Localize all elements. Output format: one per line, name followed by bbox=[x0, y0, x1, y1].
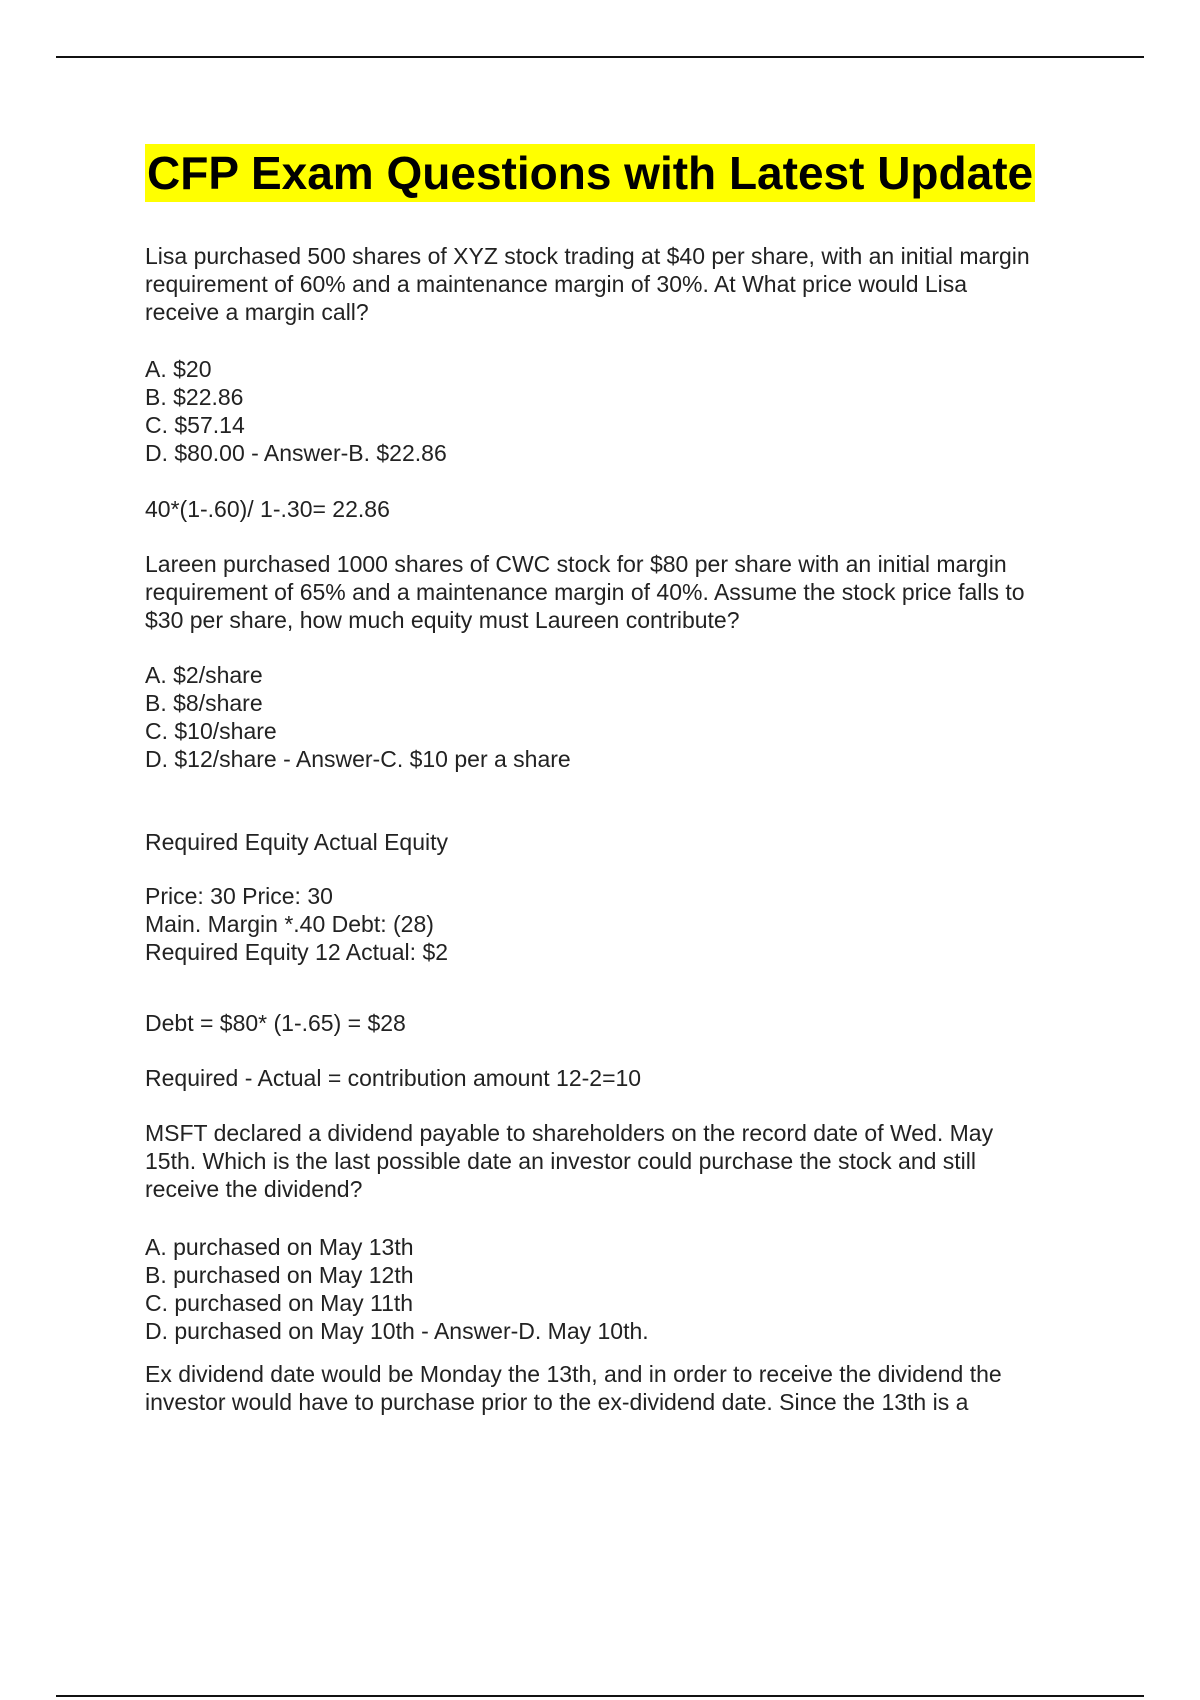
question-1-text bbox=[145, 242, 1030, 326]
question-1-explanation bbox=[145, 495, 390, 523]
debt-formula bbox=[145, 1009, 406, 1037]
question-1-options bbox=[145, 355, 447, 467]
text-line: Lisa purchased 500 shares of XYZ stock trading at $40 per share, with an initial margin bbox=[145, 243, 1030, 269]
text-line: A. $20 bbox=[145, 356, 212, 382]
text-line: D. purchased on May 10th - Answer-D. May 10th. bbox=[145, 1318, 649, 1344]
equity-header bbox=[145, 828, 448, 856]
question-2-options bbox=[145, 661, 571, 773]
equity-table bbox=[145, 882, 448, 966]
text-line: investor would have to purchase prior to the ex-dividend date. Since the 13th is a bbox=[145, 1389, 969, 1415]
text-line: B. $22.86 bbox=[145, 384, 244, 410]
text-line: Required - Actual = contribution amount 12-2=10 bbox=[145, 1065, 642, 1091]
contribution-formula bbox=[145, 1064, 641, 1092]
text-line: Required Equity 12 Actual: $2 bbox=[145, 939, 449, 965]
bottom-divider bbox=[56, 1695, 1144, 1697]
text-line: requirement of 60% and a maintenance margin of 30%. At What price would Lisa bbox=[145, 271, 968, 297]
text-line: receive the dividend? bbox=[145, 1176, 363, 1202]
text-line: C. purchased on May 11th bbox=[145, 1290, 414, 1316]
text-line: C. $57.14 bbox=[145, 412, 245, 438]
text-line: Ex dividend date would be Monday the 13th, and in order to receive the dividend the bbox=[145, 1361, 1002, 1387]
text-line: Required Equity Actual Equity bbox=[145, 829, 449, 855]
text-line: Lareen purchased 1000 shares of CWC stock for $80 per share with an initial margin bbox=[145, 551, 1007, 577]
text-line: receive a margin call? bbox=[145, 299, 369, 325]
text-line: 40*(1-.60)/ 1-.30= 22.86 bbox=[145, 496, 390, 522]
text-line: B. purchased on May 12th bbox=[145, 1262, 414, 1288]
text-line: Price: 30 Price: 30 bbox=[145, 883, 333, 909]
page-content bbox=[145, 144, 1105, 1415]
question-3-explanation bbox=[145, 1360, 1002, 1416]
text-line: 15th. Which is the last possible date an investor could purchase the stock and still bbox=[145, 1148, 977, 1174]
question-3-options bbox=[145, 1233, 649, 1345]
question-2-text bbox=[145, 550, 1025, 634]
text-line: A. $2/share bbox=[145, 662, 263, 688]
text-line: requirement of 65% and a maintenance margin of 40%. Assume the stock price falls to bbox=[145, 579, 1025, 605]
text-line: Debt = $80* (1-.65) = $28 bbox=[145, 1010, 406, 1036]
text-line: C. $10/share bbox=[145, 718, 277, 744]
question-3-text bbox=[145, 1119, 993, 1203]
top-divider bbox=[56, 56, 1144, 58]
text-line: Main. Margin *.40 Debt: (28) bbox=[145, 911, 434, 937]
text-line: MSFT declared a dividend payable to shareholders on the record date of Wed. May bbox=[145, 1120, 994, 1146]
text-line: B. $8/share bbox=[145, 690, 263, 716]
text-line: $30 per share, how much equity must Laureen contribute? bbox=[145, 607, 740, 633]
text-line: D. $80.00 - Answer-B. $22.86 bbox=[145, 440, 447, 466]
text-line: D. $12/share - Answer-C. $10 per a share bbox=[145, 746, 571, 772]
page-title: CFP Exam Questions with Latest Update bbox=[145, 144, 1035, 202]
text-line: A. purchased on May 13th bbox=[145, 1234, 414, 1260]
